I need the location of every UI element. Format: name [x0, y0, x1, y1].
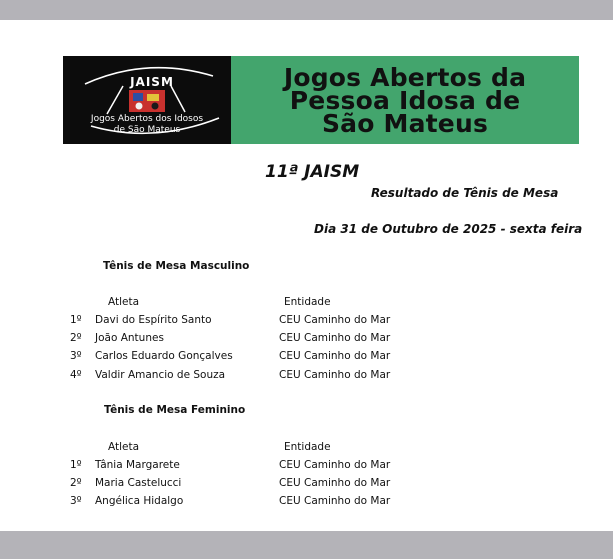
placement: 3º	[70, 350, 82, 362]
entity-name: CEU Caminho do Mar	[279, 459, 391, 471]
logo-caption-line-2: de São Mateus	[113, 125, 181, 135]
edition-heading: 11ª JAISM	[265, 162, 360, 182]
men-athlete-column-header: Atleta	[108, 296, 140, 308]
banner-title-line-3: São Mateus	[321, 108, 489, 138]
athlete-name: Carlos Eduardo Gonçalves	[95, 350, 233, 362]
men-section-title: Tênis de Mesa Masculino	[103, 260, 250, 272]
women-entity-column-header: Entidade	[284, 441, 331, 453]
athlete-name: Davi do Espírito Santo	[95, 314, 212, 326]
women-result-row	[0, 495, 613, 511]
entity-name: CEU Caminho do Mar	[279, 477, 391, 489]
top-gray-bar	[0, 0, 613, 20]
entity-name: CEU Caminho do Mar	[279, 350, 391, 362]
bottom-gray-bar	[0, 531, 613, 559]
athlete-name: Valdir Amancio de Souza	[95, 369, 226, 381]
entity-name: CEU Caminho do Mar	[279, 332, 391, 344]
banner-title-line-2: Pessoa Idosa de	[289, 85, 521, 115]
athlete-name: Maria Castelucci	[95, 477, 182, 489]
athlete-name: João Antunes	[95, 332, 164, 344]
placement: 1º	[70, 459, 82, 471]
event-date: Dia 31 de Outubro de 2025 - sexta feira	[314, 222, 583, 236]
entity-name: CEU Caminho do Mar	[279, 314, 391, 326]
event-banner	[63, 56, 579, 144]
women-athlete-column-header: Atleta	[108, 441, 140, 453]
entity-name: CEU Caminho do Mar	[279, 495, 391, 507]
athlete-name: Tânia Margarete	[95, 459, 180, 471]
placement: 1º	[70, 314, 82, 326]
men-result-row	[0, 332, 613, 348]
entity-name: CEU Caminho do Mar	[279, 369, 391, 381]
women-result-row	[0, 459, 613, 475]
banner-title-line-1: Jogos Abertos da	[283, 62, 527, 92]
athlete-name: Angélica Hidalgo	[95, 495, 184, 507]
logo-caption-line-1: Jogos Abertos dos Idosos	[90, 114, 204, 124]
placement: 2º	[70, 477, 82, 489]
jaism-logo	[63, 56, 231, 144]
banner-title-panel	[231, 56, 579, 144]
placement: 3º	[70, 495, 82, 507]
men-entity-column-header: Entidade	[284, 296, 331, 308]
women-section-title: Tênis de Mesa Feminino	[104, 404, 246, 416]
men-result-row	[0, 350, 613, 366]
placement: 2º	[70, 332, 82, 344]
men-result-row	[0, 369, 613, 385]
placement: 4º	[70, 369, 82, 381]
logo-acronym: JAISM	[130, 75, 174, 89]
women-result-row	[0, 477, 613, 493]
men-result-row	[0, 314, 613, 330]
results-subtitle: Resultado de Tênis de Mesa	[371, 186, 559, 200]
